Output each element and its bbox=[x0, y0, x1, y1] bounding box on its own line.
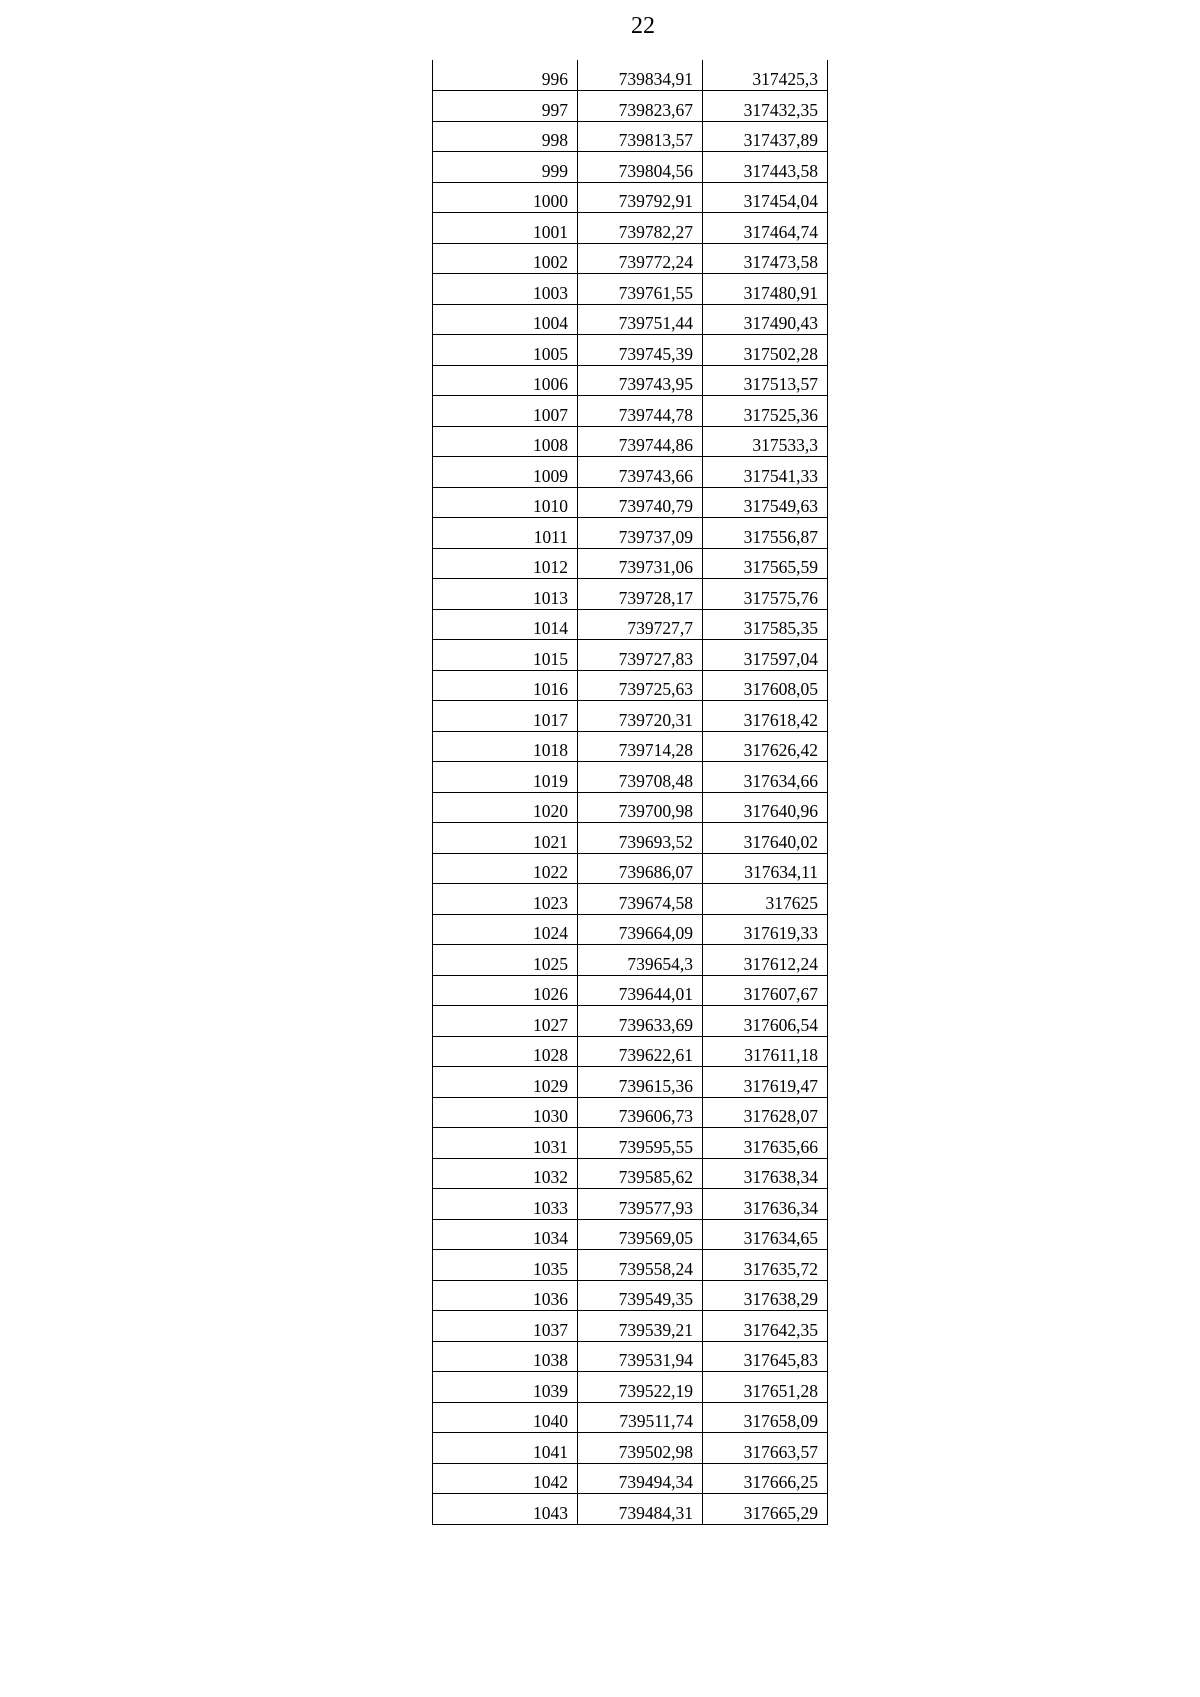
x-coordinate-cell: 739511,74 bbox=[578, 1402, 703, 1433]
x-coordinate-cell: 739654,3 bbox=[578, 945, 703, 976]
point-number-cell: 1039 bbox=[433, 1372, 578, 1403]
x-coordinate-cell: 739494,34 bbox=[578, 1463, 703, 1494]
y-coordinate-cell: 317665,29 bbox=[703, 1494, 828, 1525]
x-coordinate-cell: 739728,17 bbox=[578, 579, 703, 610]
x-coordinate-cell: 739700,98 bbox=[578, 792, 703, 823]
y-coordinate-cell: 317635,66 bbox=[703, 1128, 828, 1159]
table-row bbox=[433, 762, 828, 793]
point-number-cell: 1017 bbox=[433, 701, 578, 732]
y-coordinate-cell: 317651,28 bbox=[703, 1372, 828, 1403]
point-number-cell: 1001 bbox=[433, 213, 578, 244]
y-coordinate-cell: 317658,09 bbox=[703, 1402, 828, 1433]
point-number-cell: 1010 bbox=[433, 487, 578, 518]
table-row bbox=[433, 152, 828, 183]
y-coordinate-cell: 317473,58 bbox=[703, 243, 828, 274]
point-number-cell: 1041 bbox=[433, 1433, 578, 1464]
table-row bbox=[433, 579, 828, 610]
x-coordinate-cell: 739744,86 bbox=[578, 426, 703, 457]
table-row bbox=[433, 1036, 828, 1067]
y-coordinate-cell: 317502,28 bbox=[703, 335, 828, 366]
point-number-cell: 1026 bbox=[433, 975, 578, 1006]
point-number-cell: 1034 bbox=[433, 1219, 578, 1250]
table-row bbox=[433, 609, 828, 640]
table-row bbox=[433, 914, 828, 945]
table-row bbox=[433, 1311, 828, 1342]
table-row bbox=[433, 1097, 828, 1128]
x-coordinate-cell: 739740,79 bbox=[578, 487, 703, 518]
point-number-cell: 1030 bbox=[433, 1097, 578, 1128]
table-row bbox=[433, 1341, 828, 1372]
table-row bbox=[433, 213, 828, 244]
y-coordinate-cell: 317556,87 bbox=[703, 518, 828, 549]
y-coordinate-cell: 317642,35 bbox=[703, 1311, 828, 1342]
point-number-cell: 1006 bbox=[433, 365, 578, 396]
point-number-cell: 1003 bbox=[433, 274, 578, 305]
point-number-cell: 1016 bbox=[433, 670, 578, 701]
coordinates-table-body bbox=[433, 60, 828, 1524]
table-row bbox=[433, 274, 828, 305]
y-coordinate-cell: 317565,59 bbox=[703, 548, 828, 579]
table-row bbox=[433, 731, 828, 762]
point-number-cell: 1038 bbox=[433, 1341, 578, 1372]
x-coordinate-cell: 739693,52 bbox=[578, 823, 703, 854]
y-coordinate-cell: 317663,57 bbox=[703, 1433, 828, 1464]
y-coordinate-cell: 317525,36 bbox=[703, 396, 828, 427]
y-coordinate-cell: 317432,35 bbox=[703, 91, 828, 122]
table-row bbox=[433, 518, 828, 549]
y-coordinate-cell: 317464,74 bbox=[703, 213, 828, 244]
y-coordinate-cell: 317626,42 bbox=[703, 731, 828, 762]
y-coordinate-cell: 317575,76 bbox=[703, 579, 828, 610]
x-coordinate-cell: 739792,91 bbox=[578, 182, 703, 213]
point-number-cell: 1021 bbox=[433, 823, 578, 854]
y-coordinate-cell: 317638,34 bbox=[703, 1158, 828, 1189]
x-coordinate-cell: 739622,61 bbox=[578, 1036, 703, 1067]
point-number-cell: 1043 bbox=[433, 1494, 578, 1525]
point-number-cell: 1029 bbox=[433, 1067, 578, 1098]
table-row bbox=[433, 1067, 828, 1098]
table-row bbox=[433, 335, 828, 366]
y-coordinate-cell: 317611,18 bbox=[703, 1036, 828, 1067]
point-number-cell: 1009 bbox=[433, 457, 578, 488]
y-coordinate-cell: 317585,35 bbox=[703, 609, 828, 640]
y-coordinate-cell: 317608,05 bbox=[703, 670, 828, 701]
point-number-cell: 1032 bbox=[433, 1158, 578, 1189]
point-number-cell: 1007 bbox=[433, 396, 578, 427]
x-coordinate-cell: 739686,07 bbox=[578, 853, 703, 884]
x-coordinate-cell: 739615,36 bbox=[578, 1067, 703, 1098]
x-coordinate-cell: 739744,78 bbox=[578, 396, 703, 427]
coordinates-table bbox=[432, 60, 828, 1525]
x-coordinate-cell: 739664,09 bbox=[578, 914, 703, 945]
table-row bbox=[433, 1280, 828, 1311]
table-row bbox=[433, 1402, 828, 1433]
x-coordinate-cell: 739834,91 bbox=[578, 60, 703, 91]
table-row bbox=[433, 396, 828, 427]
x-coordinate-cell: 739727,7 bbox=[578, 609, 703, 640]
x-coordinate-cell: 739737,09 bbox=[578, 518, 703, 549]
y-coordinate-cell: 317619,47 bbox=[703, 1067, 828, 1098]
table-row bbox=[433, 701, 828, 732]
y-coordinate-cell: 317645,83 bbox=[703, 1341, 828, 1372]
point-number-cell: 1040 bbox=[433, 1402, 578, 1433]
point-number-cell: 999 bbox=[433, 152, 578, 183]
table-row bbox=[433, 365, 828, 396]
point-number-cell: 1014 bbox=[433, 609, 578, 640]
y-coordinate-cell: 317634,66 bbox=[703, 762, 828, 793]
point-number-cell: 1018 bbox=[433, 731, 578, 762]
point-number-cell: 1022 bbox=[433, 853, 578, 884]
table-row bbox=[433, 1189, 828, 1220]
point-number-cell: 1042 bbox=[433, 1463, 578, 1494]
point-number-cell: 1015 bbox=[433, 640, 578, 671]
y-coordinate-cell: 317549,63 bbox=[703, 487, 828, 518]
y-coordinate-cell: 317618,42 bbox=[703, 701, 828, 732]
y-coordinate-cell: 317437,89 bbox=[703, 121, 828, 152]
y-coordinate-cell: 317634,65 bbox=[703, 1219, 828, 1250]
x-coordinate-cell: 739522,19 bbox=[578, 1372, 703, 1403]
point-number-cell: 1008 bbox=[433, 426, 578, 457]
point-number-cell: 996 bbox=[433, 60, 578, 91]
table-row bbox=[433, 823, 828, 854]
table-row bbox=[433, 640, 828, 671]
table-row bbox=[433, 457, 828, 488]
table-row bbox=[433, 884, 828, 915]
y-coordinate-cell: 317480,91 bbox=[703, 274, 828, 305]
table-row bbox=[433, 487, 828, 518]
point-number-cell: 1002 bbox=[433, 243, 578, 274]
x-coordinate-cell: 739595,55 bbox=[578, 1128, 703, 1159]
point-number-cell: 1027 bbox=[433, 1006, 578, 1037]
x-coordinate-cell: 739720,31 bbox=[578, 701, 703, 732]
point-number-cell: 1000 bbox=[433, 182, 578, 213]
table-row bbox=[433, 853, 828, 884]
x-coordinate-cell: 739502,98 bbox=[578, 1433, 703, 1464]
x-coordinate-cell: 739633,69 bbox=[578, 1006, 703, 1037]
y-coordinate-cell: 317490,43 bbox=[703, 304, 828, 335]
table-row bbox=[433, 1128, 828, 1159]
y-coordinate-cell: 317607,67 bbox=[703, 975, 828, 1006]
x-coordinate-cell: 739569,05 bbox=[578, 1219, 703, 1250]
table-row bbox=[433, 182, 828, 213]
y-coordinate-cell: 317640,96 bbox=[703, 792, 828, 823]
table-row bbox=[433, 60, 828, 91]
page-number: 22 bbox=[631, 13, 655, 39]
x-coordinate-cell: 739745,39 bbox=[578, 335, 703, 366]
table-row bbox=[433, 1494, 828, 1525]
x-coordinate-cell: 739731,06 bbox=[578, 548, 703, 579]
table-row bbox=[433, 792, 828, 823]
x-coordinate-cell: 739531,94 bbox=[578, 1341, 703, 1372]
y-coordinate-cell: 317666,25 bbox=[703, 1463, 828, 1494]
y-coordinate-cell: 317597,04 bbox=[703, 640, 828, 671]
y-coordinate-cell: 317634,11 bbox=[703, 853, 828, 884]
point-number-cell: 1020 bbox=[433, 792, 578, 823]
point-number-cell: 1012 bbox=[433, 548, 578, 579]
table-row bbox=[433, 1372, 828, 1403]
point-number-cell: 1013 bbox=[433, 579, 578, 610]
x-coordinate-cell: 739761,55 bbox=[578, 274, 703, 305]
x-coordinate-cell: 739804,56 bbox=[578, 152, 703, 183]
point-number-cell: 1024 bbox=[433, 914, 578, 945]
point-number-cell: 1023 bbox=[433, 884, 578, 915]
y-coordinate-cell: 317541,33 bbox=[703, 457, 828, 488]
y-coordinate-cell: 317425,3 bbox=[703, 60, 828, 91]
point-number-cell: 1004 bbox=[433, 304, 578, 335]
x-coordinate-cell: 739813,57 bbox=[578, 121, 703, 152]
point-number-cell: 1036 bbox=[433, 1280, 578, 1311]
table-row bbox=[433, 670, 828, 701]
y-coordinate-cell: 317638,29 bbox=[703, 1280, 828, 1311]
y-coordinate-cell: 317606,54 bbox=[703, 1006, 828, 1037]
x-coordinate-cell: 739751,44 bbox=[578, 304, 703, 335]
y-coordinate-cell: 317533,3 bbox=[703, 426, 828, 457]
table-row bbox=[433, 975, 828, 1006]
point-number-cell: 997 bbox=[433, 91, 578, 122]
point-number-cell: 1019 bbox=[433, 762, 578, 793]
point-number-cell: 1031 bbox=[433, 1128, 578, 1159]
x-coordinate-cell: 739727,83 bbox=[578, 640, 703, 671]
table-row bbox=[433, 1250, 828, 1281]
y-coordinate-cell: 317640,02 bbox=[703, 823, 828, 854]
x-coordinate-cell: 739823,67 bbox=[578, 91, 703, 122]
table-row bbox=[433, 1463, 828, 1494]
y-coordinate-cell: 317628,07 bbox=[703, 1097, 828, 1128]
x-coordinate-cell: 739577,93 bbox=[578, 1189, 703, 1220]
x-coordinate-cell: 739708,48 bbox=[578, 762, 703, 793]
y-coordinate-cell: 317513,57 bbox=[703, 365, 828, 396]
x-coordinate-cell: 739743,95 bbox=[578, 365, 703, 396]
x-coordinate-cell: 739674,58 bbox=[578, 884, 703, 915]
x-coordinate-cell: 739743,66 bbox=[578, 457, 703, 488]
x-coordinate-cell: 739549,35 bbox=[578, 1280, 703, 1311]
x-coordinate-cell: 739558,24 bbox=[578, 1250, 703, 1281]
table-row bbox=[433, 1158, 828, 1189]
x-coordinate-cell: 739539,21 bbox=[578, 1311, 703, 1342]
table-row bbox=[433, 945, 828, 976]
x-coordinate-cell: 739714,28 bbox=[578, 731, 703, 762]
point-number-cell: 1033 bbox=[433, 1189, 578, 1220]
x-coordinate-cell: 739782,27 bbox=[578, 213, 703, 244]
table-row bbox=[433, 91, 828, 122]
x-coordinate-cell: 739772,24 bbox=[578, 243, 703, 274]
y-coordinate-cell: 317443,58 bbox=[703, 152, 828, 183]
x-coordinate-cell: 739606,73 bbox=[578, 1097, 703, 1128]
table-row bbox=[433, 426, 828, 457]
table-row bbox=[433, 1219, 828, 1250]
point-number-cell: 998 bbox=[433, 121, 578, 152]
point-number-cell: 1035 bbox=[433, 1250, 578, 1281]
y-coordinate-cell: 317612,24 bbox=[703, 945, 828, 976]
point-number-cell: 1011 bbox=[433, 518, 578, 549]
point-number-cell: 1025 bbox=[433, 945, 578, 976]
y-coordinate-cell: 317619,33 bbox=[703, 914, 828, 945]
y-coordinate-cell: 317625 bbox=[703, 884, 828, 915]
point-number-cell: 1028 bbox=[433, 1036, 578, 1067]
table-row bbox=[433, 121, 828, 152]
y-coordinate-cell: 317636,34 bbox=[703, 1189, 828, 1220]
y-coordinate-cell: 317454,04 bbox=[703, 182, 828, 213]
table-row bbox=[433, 1006, 828, 1037]
table-row bbox=[433, 1433, 828, 1464]
point-number-cell: 1005 bbox=[433, 335, 578, 366]
table-row bbox=[433, 304, 828, 335]
x-coordinate-cell: 739484,31 bbox=[578, 1494, 703, 1525]
y-coordinate-cell: 317635,72 bbox=[703, 1250, 828, 1281]
table-row bbox=[433, 243, 828, 274]
table-row bbox=[433, 548, 828, 579]
x-coordinate-cell: 739644,01 bbox=[578, 975, 703, 1006]
point-number-cell: 1037 bbox=[433, 1311, 578, 1342]
x-coordinate-cell: 739725,63 bbox=[578, 670, 703, 701]
x-coordinate-cell: 739585,62 bbox=[578, 1158, 703, 1189]
